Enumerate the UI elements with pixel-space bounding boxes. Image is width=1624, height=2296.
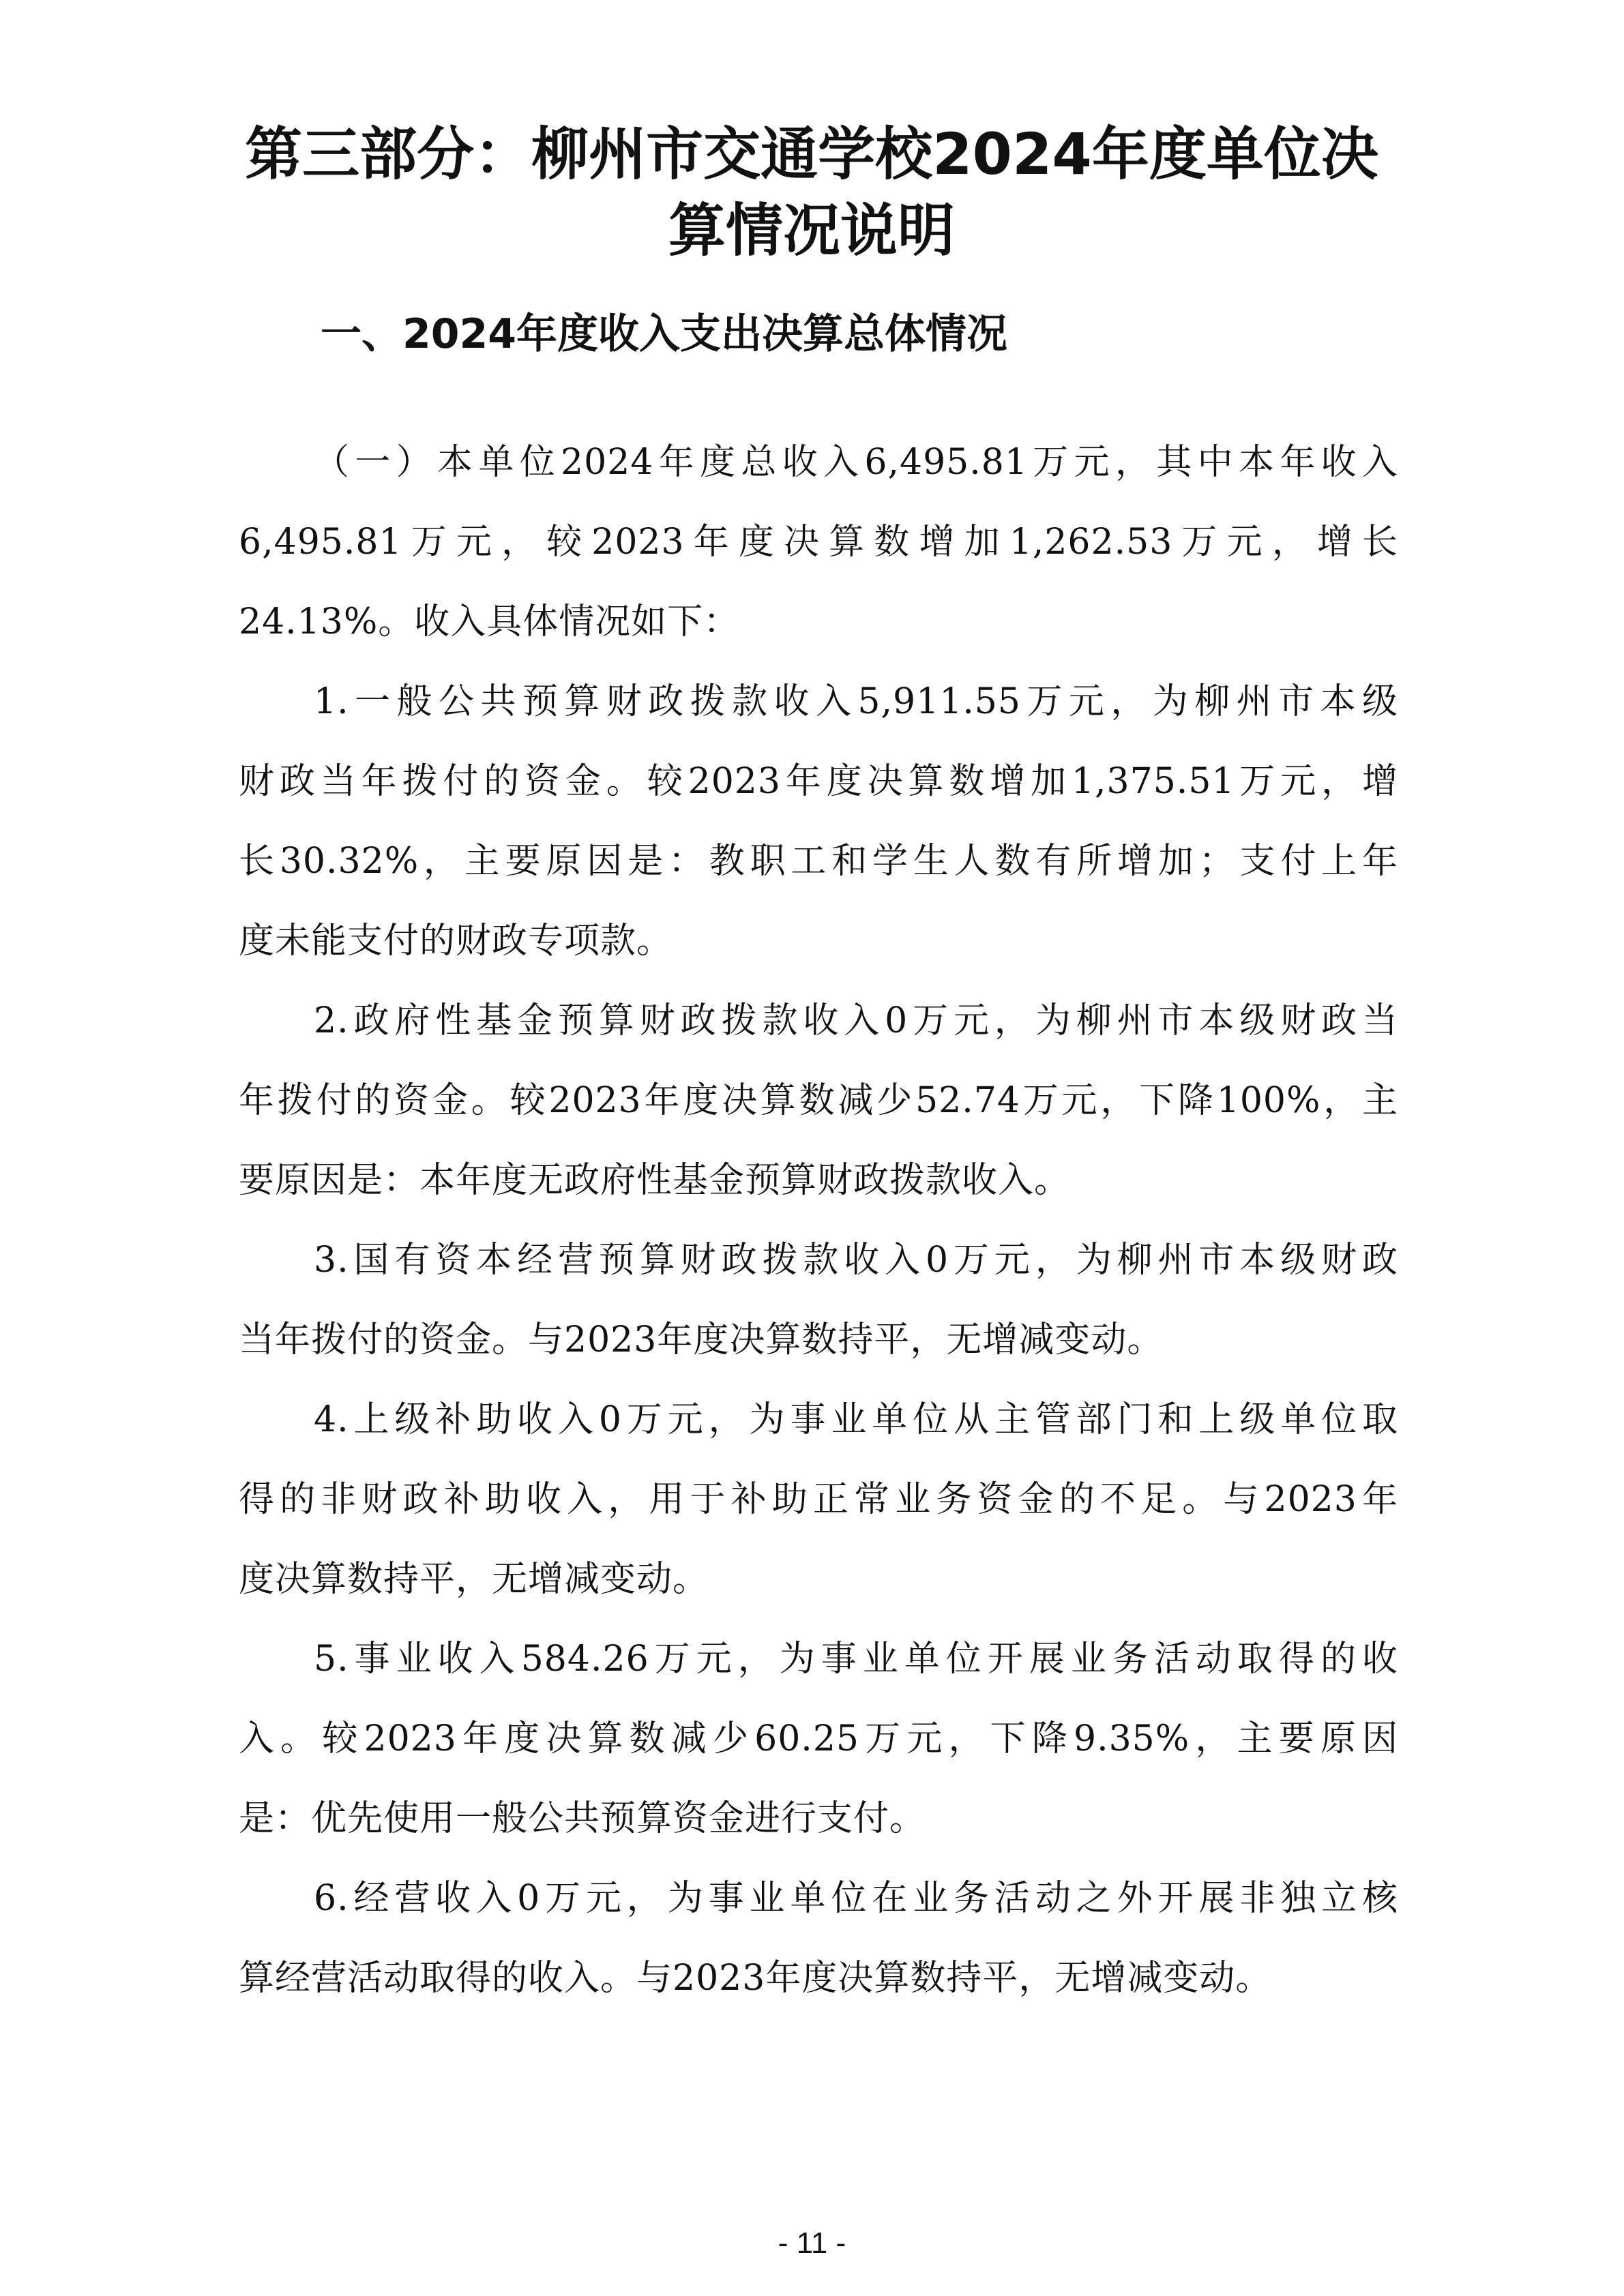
paragraph-line: 要原因是：本年度无政府性基金预算财政拨款收入。	[239, 1160, 1071, 1201]
body-text	[239, 423, 1398, 2018]
paragraph-government-fund	[239, 981, 1398, 1221]
paragraph-business-income	[239, 1620, 1398, 1859]
paragraph-line: 是：优先使用一般公共预算资金进行支付。	[239, 1798, 926, 1839]
paragraph-line: 4.上级补助收入0万元，为事业单位从主管部门和上级单位取	[314, 1399, 1398, 1440]
paragraph-line: 年拨付的资金。较2023年度决算数减少52.74万元，下降100%，主	[239, 1080, 1398, 1121]
paragraph-superior-subsidy	[239, 1380, 1398, 1620]
paragraph-line: （一）本单位2024年度总收入6,495.81万元，其中本年收入	[314, 442, 1398, 483]
page-number: - 11 -	[778, 2226, 846, 2260]
page-title-line-2: 算情况说明	[668, 197, 955, 264]
paragraph-general-budget	[239, 662, 1398, 981]
paragraph-line: 24.13%。收入具体情况如下：	[239, 601, 740, 642]
paragraph-state-capital	[239, 1221, 1398, 1380]
paragraph-operating-income	[239, 1859, 1398, 2018]
paragraph-line: 3.国有资本经营预算财政拨款收入0万元，为柳州市本级财政	[314, 1240, 1398, 1281]
paragraph-line: 度未能支付的财政专项款。	[239, 921, 673, 961]
paragraph-total-income	[239, 423, 1398, 662]
paragraph-line: 得的非财政补助收入，用于补助正常业务资金的不足。与2023年	[239, 1479, 1398, 1520]
paragraph-line: 财政当年拨付的资金。较2023年度决算数增加1,375.51万元，增	[239, 761, 1398, 802]
page-title-line-1: 第三部分：柳州市交通学校2024年度单位决	[245, 121, 1378, 188]
paragraph-line: 算经营活动取得的收入。与2023年度决算数持平，无增减变动。	[239, 1958, 1272, 1999]
paragraph-line: 5.事业收入584.26万元，为事业单位开展业务活动取得的收	[314, 1639, 1398, 1680]
paragraph-line: 2.政府性基金预算财政拨款收入0万元，为柳州市本级财政当	[314, 1000, 1398, 1041]
paragraph-line: 6.经营收入0万元，为事业单位在业务活动之外开展非独立核	[314, 1878, 1398, 1919]
paragraph-line: 入。较2023年度决算数减少60.25万元，下降9.35%，主要原因	[239, 1718, 1398, 1759]
paragraph-line: 6,495.81万元，较2023年度决算数增加1,262.53万元，增长	[239, 522, 1398, 563]
paragraph-line: 当年拨付的资金。与2023年度决算数持平，无增减变动。	[239, 1320, 1164, 1360]
paragraph-line: 长30.32%，主要原因是：教职工和学生人数有所增加；支付上年	[239, 841, 1398, 882]
section-heading: 一、2024年度收入支出决算总体情况	[321, 310, 1007, 358]
paragraph-line: 度决算数持平，无增减变动。	[239, 1559, 709, 1600]
page-title	[205, 116, 1419, 269]
paragraph-line: 1.一般公共预算财政拨款收入5,911.55万元，为柳州市本级	[314, 681, 1398, 722]
